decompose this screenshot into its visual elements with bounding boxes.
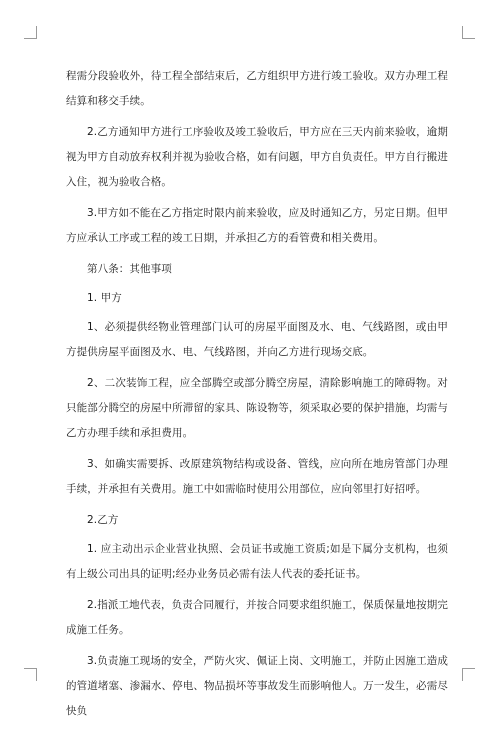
crop-mark-top-left <box>24 26 37 39</box>
crop-mark-top-right <box>462 26 475 39</box>
paragraph-party-a-item-3: 3、如确实需要拆、改原建筑物结构或设备、管线，应向所在地房管部门办理手续，并承担有关费用。施工中如需临时使用公用部位，应向邻里打好招呼。 <box>66 458 448 495</box>
crop-mark-bottom-right <box>462 668 475 681</box>
section-heading-article-8: 第八条：其他事项 <box>87 263 172 275</box>
paragraph-party-b-item-1: 1. 应主动出示企业营业执照、会员证书或施工资质;如是下属分支机构，也须有上级公司出具的证明;经办业务员必需有法人代表的委托证书。 <box>66 543 448 580</box>
paragraph-acceptance-notice: 2.乙方通知甲方进行工序验收及竣工验收后，甲方应在三天内前来验收，逾期视为甲方自动放弃权利并视为验收合格，如有问题，甲方自负责任。甲方自行搬进入住，视为验收合格。 <box>66 126 448 188</box>
crop-mark-bottom-left <box>24 668 37 681</box>
subheading-party-b: 2.乙方 <box>87 514 119 526</box>
paragraph-continuation: 程需分段验收外，待工程全部结束后，乙方组织甲方进行竣工验收。双方办理工程结算和移交手续。 <box>66 70 448 107</box>
paragraph-party-a-item-2: 2、二次装饰工程，应全部腾空或部分腾空房屋，清除影响施工的障碍物。对只能部分腾空的房屋中所滞留的家具、陈设物等，须采取必要的保护措施，均需与乙方办理手续和承担费用。 <box>66 377 448 439</box>
document-body <box>66 64 448 730</box>
paragraph-party-b-item-2: 2.指派工地代表，负责合同履行，并按合同要求组织施工，保质保量地按期完成施工任务。 <box>66 599 448 636</box>
paragraph-party-b-item-3: 3.负责施工现场的安全，严防火灾、佩证上岗、文明施工，并防止因施工造成的管道堵塞、渗漏水、停电、物品损坏等事故发生而影响他人。万一发生，必需尽快负 <box>66 655 448 717</box>
subheading-party-a: 1. 甲方 <box>87 292 122 304</box>
paragraph-acceptance-delay: 3.甲方如不能在乙方指定时限内前来验收，应及时通知乙方，另定日期。但甲方应承认工序或工程的竣工日期，并承担乙方的看管费和相关费用。 <box>66 207 448 244</box>
paragraph-party-a-item-1: 1、必须提供经物业管理部门认可的房屋平面图及水、电、气线路图，或由甲方提供房屋平面图及水、电、气线路图，并向乙方进行现场交底。 <box>66 321 448 358</box>
